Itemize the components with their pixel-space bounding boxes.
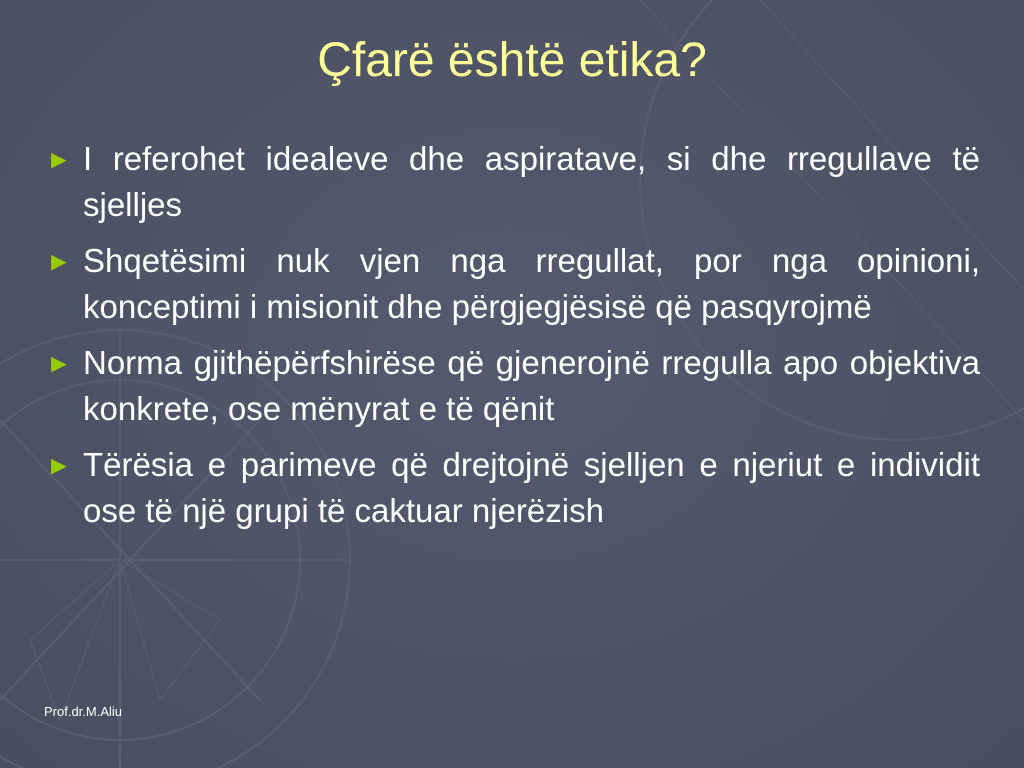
bullet-item	[46, 238, 980, 330]
triangle-bullet-icon: ►	[46, 144, 72, 174]
bullet-text: Tërësia e parimeve që drejtojnë sjelljen e njeriut e individit ose të një grupi të caktuar njerëzish	[83, 446, 980, 529]
bullet-item	[46, 136, 980, 228]
bullet-item	[46, 442, 980, 534]
bullet-text: Norma gjithëpërfshirëse që gjenerojnë rregulla apo objektiva konkrete, ose mënyrat e të qënit	[83, 344, 980, 427]
triangle-bullet-icon: ►	[46, 450, 72, 480]
triangle-bullet-icon: ►	[46, 348, 72, 378]
bullet-text: Shqetësimi nuk vjen nga rregullat, por nga opinioni, konceptimi i misionit dhe përgjegjësisë që pasqyrojmë	[83, 242, 980, 325]
bullet-text: I referohet idealeve dhe aspiratave, si dhe rregullave të sjelljes	[83, 140, 980, 223]
footer-author: Prof.dr.M.Aliu	[44, 704, 123, 719]
triangle-bullet-icon: ►	[46, 246, 72, 276]
bullet-item	[46, 340, 980, 432]
slide-title: Çfarë është etika?	[317, 34, 707, 87]
bullet-list	[46, 136, 980, 544]
